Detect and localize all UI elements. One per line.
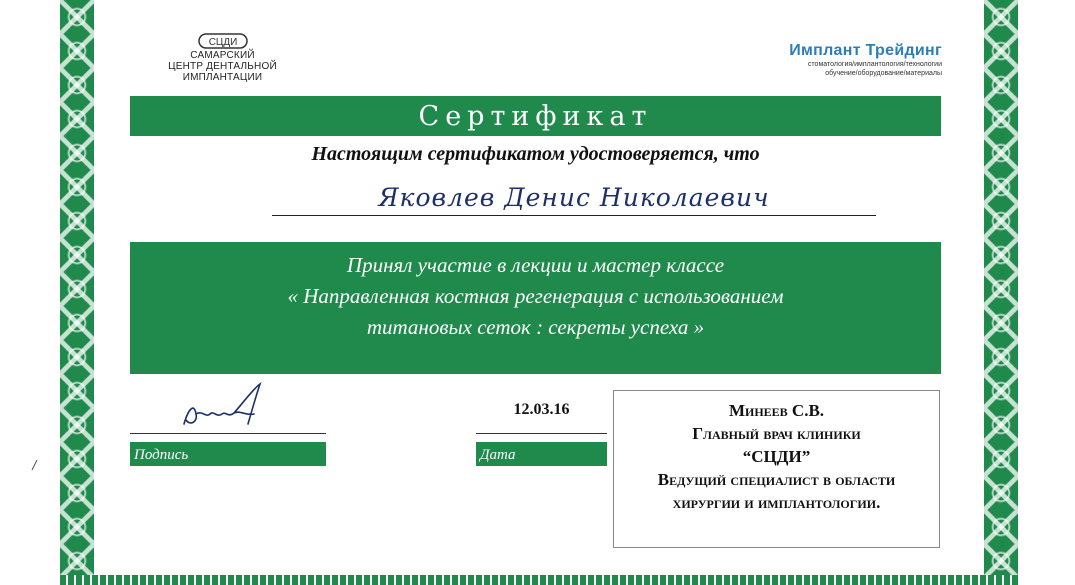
topic-line-2: титановых сеток : секреты успеха »	[366, 315, 705, 339]
scdi-logo-line-1: САМАРСКИЙ	[190, 50, 255, 61]
stray-pen-mark	[30, 458, 40, 472]
date-line	[476, 433, 607, 434]
signatory-clinic: “СЦДИ”	[742, 447, 811, 466]
scdi-logo-icon	[198, 32, 248, 50]
certify-statement: Настоящим сертификатом удостоверяется, что	[311, 143, 760, 165]
recipient-name: Яковлев Денис Николаевич	[272, 183, 876, 216]
scdi-logo	[160, 32, 285, 83]
ornamental-border-bottom	[60, 575, 1018, 585]
date-label: Дата	[476, 442, 607, 466]
course-band	[130, 242, 941, 374]
ornamental-border-right	[984, 0, 1018, 585]
certificate-title: Сертификат	[130, 96, 941, 136]
implant-trading-logo	[762, 42, 942, 78]
topic-line-1: « Направленная костная регенерация с использованием	[287, 284, 784, 308]
signatory-name: Минеев С.В.	[728, 401, 825, 420]
signatory-role-1: Ведущий специалист в области	[657, 470, 896, 489]
implant-trading-title: Имплант Трейдинг	[789, 42, 942, 59]
scdi-logo-line-3: ИМПЛАНТАЦИИ	[182, 72, 263, 83]
implant-trading-sub-1: стоматология/имплантология/технологии	[807, 61, 942, 68]
scdi-logo-mark: СЦДИ	[208, 37, 237, 48]
date-value: 12.03.16	[513, 401, 570, 418]
signatory-position: Главный врач клиники	[692, 424, 861, 443]
participation-text: Принял участие в лекции и мастер классе	[346, 253, 725, 277]
implant-trading-sub-2: обучение/оборудование/материалы	[825, 70, 942, 77]
handwritten-signature	[176, 380, 286, 436]
signature-line	[130, 433, 326, 434]
signature-label: Подпись	[130, 442, 326, 466]
scdi-logo-line-2: ЦЕНТР ДЕНТАЛЬНОЙ	[168, 61, 277, 72]
signatory-role-2: хирургии и имплантологии.	[672, 493, 881, 512]
signatory-box	[613, 390, 940, 548]
ornamental-border-left	[60, 0, 94, 585]
